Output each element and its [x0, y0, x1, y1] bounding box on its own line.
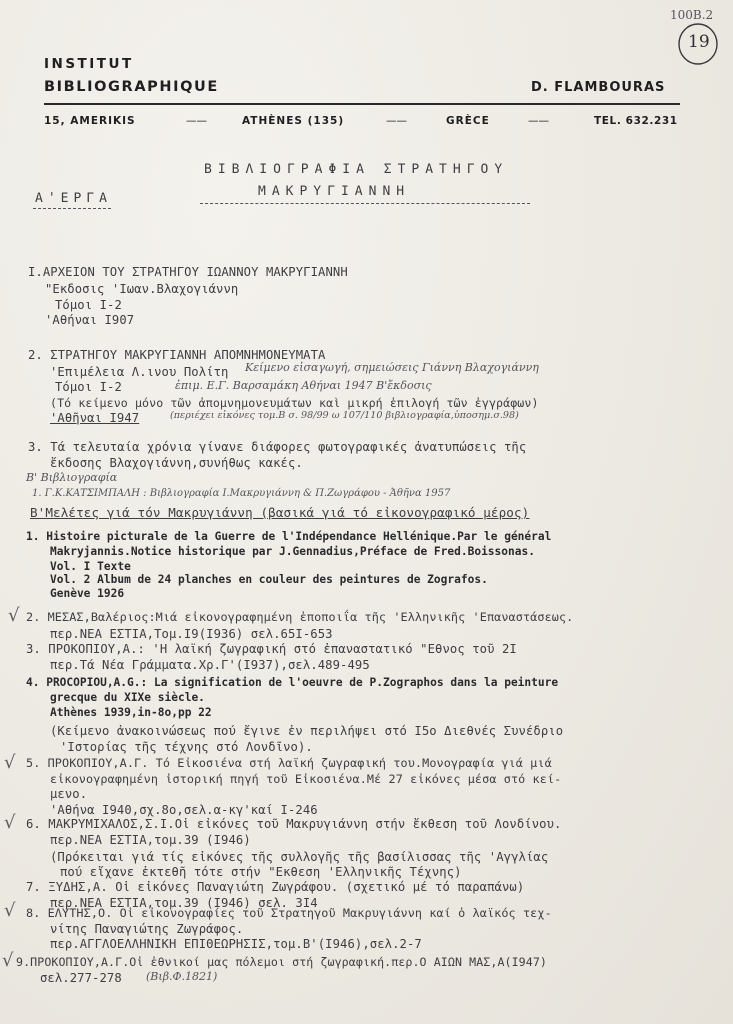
- item-2-line-5: 'Αθῆναι Ι947: [50, 411, 140, 425]
- b2-line-1: 2. ΜΕΣΑΣ,Βαλέριος:Μιά εἰκονογραφημένη ἐποποιΐα τῆς 'Ελληνικῆς 'Επαναστάσεως.: [26, 610, 574, 624]
- check-mark-b5: √: [4, 752, 16, 773]
- title-underline: [200, 203, 530, 204]
- b1-line-2: Makryjannis.Notice historique par J.Gennadius,Préface de Fred.Boissonas.: [50, 545, 535, 558]
- item-1-line-4: 'Αθήναι Ι907: [45, 313, 135, 327]
- letterhead-institut: INSTITUT: [44, 56, 134, 72]
- check-mark-b2: √: [8, 605, 20, 626]
- handwritten-note-bib: (Βιβ.Φ.1821): [146, 970, 218, 983]
- b1-line-4: Vol. 2 Album de 24 planches en couleur des peintures de Zografos.: [50, 573, 488, 586]
- b1-line-5: Genève 1926: [50, 587, 125, 600]
- check-mark-b8: √: [4, 900, 16, 921]
- item-1-line-2: "Εκδοσις 'Ιωαν.Βλαχογιάννη: [45, 282, 239, 296]
- letterhead-address: 15, AMERIKIS: [44, 115, 136, 127]
- b3-line-1: 3. ΠΡΟΚΟΠΙΟΥ,Α.: 'Η λαϊκή ζωγραφική στό ἐπαναστατικό "Εθνος τοῦ 2Ι: [26, 642, 517, 656]
- b6-line-3: (Πρόκειται γιά τίς εἰκόνες τῆς συλλογῆς τῆς βασίλισσας τῆς 'Αγγλίας: [50, 850, 549, 864]
- b1-line-3: Vol. I Texte: [50, 560, 131, 573]
- title-line-1: ΒΙΒΛΙΟΓΡΑΦΙΑ ΣΤΡΑΤΗΓΟΥ: [204, 162, 509, 177]
- b6-line-2: περ.ΝΕΑ ΕΣΤΙΑ,τομ.39 (Ι946): [50, 833, 251, 847]
- letterhead-dash-3: ——: [528, 115, 549, 127]
- b4-line-1: 4. PROCOPIOU,A.G.: La signification de l'oeuvre de P.Zographos dans la peinture: [26, 676, 559, 689]
- letterhead-city: ATHÈNES (135): [242, 115, 345, 127]
- b4-line-4: (Κείμενο ἀνακοινώσεως πού ἔγινε ἐν περιλήψει στό Ι5ο Διεθνές Συνέδριο: [50, 724, 564, 738]
- item-2-line-4: (Τό κείμενο μόνο τῶν ἀπομνημονευμάτων καὶ μικρή ἐπιλογή τῶν ἐγγράφων): [50, 396, 539, 410]
- handwritten-note-3: (περιέχει εἰκόνες τομ.Β σ. 98/99 ω 107/110 βιβλιογραφία,ὑποσημ.σ.98): [170, 410, 519, 421]
- b5-line-1: 5. ΠΡΟΚΟΠΙΟΥ,Α.Γ. Τό Εἰκοσιένα στή λαϊκή ζωγραφική του.Μονογραφία γιά μιά: [26, 756, 552, 770]
- b7-line-1: 7. ΞΥΔΗΣ,Α. Οἱ εἰκόνες Παναγιώτη Ζωγράφου. (σχετικό μέ τό παραπάνω): [26, 880, 525, 894]
- item-3-line-2: ἔκδοσης Βλαχογιάννη,συνήθως κακές.: [50, 456, 303, 470]
- b6-line-4: πού εἴχανε ἐκτεθῆ τότε στήν "Εκθεση 'Ελληνικῆς Τέχνης): [60, 865, 462, 879]
- b6-line-1: 6. ΜΑΚΡΥΜΙΧΑΛΟΣ,Σ.Ι.Οἱ εἰκόνες τοῦ Μακρυγιάννη στήν ἔκθεση τοῦ Λονδίνου.: [26, 817, 562, 831]
- b5-line-2: εἰκονογραφημένη ἱστορική πηγή τοῦ Εἰκοσιένα.Μέ 27 εἰκόνες μέσα στό κεί-: [50, 772, 562, 786]
- corner-number: 19: [688, 32, 710, 52]
- b8-line-2: νίτης Παναγιώτης Ζωγράφος.: [50, 922, 244, 936]
- b4-line-3: Athènes 1939,in-8o,pp 22: [50, 706, 212, 719]
- letterhead-dash-1: ——: [186, 115, 207, 127]
- letterhead-rule: [44, 103, 680, 105]
- b7-line-2: περ.ΝΕΑ ΕΣΤΙΑ,τομ.39 (Ι946) σελ. 3Ι4: [50, 896, 318, 910]
- item-2-line-1: 2. ΣΤΡΑΤΗΓΟΥ ΜΑΚΡΥΓΙΑΝΝΗ ΑΠΟΜΝΗΜΟΝΕΥΜΑΤΑ: [28, 348, 326, 362]
- check-mark-b6: √: [4, 812, 16, 833]
- item-3-line-1: 3. Τά τελευταία χρόνια γίνανε διάφορες φωτογραφικές ἀνατυπώσεις τῆς: [28, 440, 527, 454]
- b4-line-5: 'Ιστορίας τῆς τέχνης στό Λονδῖνο).: [60, 740, 313, 754]
- b8-line-1: 8. ΕΛΥΤΗΣ,Ο. Οἱ εἰκονογραφίες τοῦ Στρατηγοῦ Μακρυγιάννη καί ὁ λαϊκός τεχ-: [26, 906, 552, 920]
- b1-line-1: 1. Histoire picturale de la Guerre de l'Indépendance Hellénique.Par le général: [26, 530, 552, 543]
- section-a-underline: [33, 208, 111, 209]
- handwritten-section-b-bibliography: Β' Βιβλιογραφία: [26, 471, 118, 484]
- item-2-line-2: 'Επιμέλεια Λ.ινου Πολίτη: [50, 365, 229, 379]
- b4-line-2: grecque du XIXe siècle.: [50, 691, 205, 704]
- b2-line-2: περ.ΝΕΑ ΕΣΤΙΑ,Τομ.Ι9(Ι936) σελ.65Ι-653: [50, 627, 333, 641]
- letterhead-dash-2: ——: [386, 115, 407, 127]
- b5-line-3: μενο.: [50, 787, 88, 801]
- letterhead-tel: TEL. 632.231: [594, 115, 678, 127]
- b3-line-2: περ.Τά Νέα Γράμματα.Χρ.Γ'(Ι937),σελ.489-495: [50, 658, 370, 672]
- handwritten-note-1: Κείμενο εἰσαγωγή, σημειώσεις Γιάννη Βλαχογιάννη: [245, 361, 539, 374]
- b8-line-3: περ.ΑΓΓΛΟΕΛΛΗΝΙΚΗ ΕΠΙΘΕΩΡΗΣΙΣ,τομ.Β'(Ι946),σελ.2-7: [50, 937, 422, 951]
- section-a-heading: Α'ΕΡΓΑ: [35, 191, 112, 206]
- section-b-heading: Β'Μελέτες γιά τόν Μακρυγιάννη (βασικά γιά τό εἰκονογραφικό μέρος): [30, 505, 530, 520]
- letterhead-bibliographique: BIBLIOGRAPHIQUE: [44, 79, 219, 95]
- item-1-line-3: Τόμοι Ι-2: [55, 298, 122, 312]
- b9-line-1: 9.ΠΡΟΚΟΠΙΟΥ,Α.Γ.Οἱ ἐθνικοί μας πόλεμοι στή ζωγραφική.περ.Ο ΑΙΩΝ ΜΑΣ,Α(Ι947): [16, 955, 548, 969]
- b5-line-4: 'Αθήνα Ι940,σχ.8ο,σελ.α-κγ'καί Ι-246: [50, 803, 318, 817]
- title-line-2: ΜΑΚΡΥΓΙΑΝΝΗ: [258, 184, 411, 199]
- item-1-line-1: Ι.ΑΡΧΕΙΟΝ ΤΟΥ ΣΤΡΑΤΗΓΟΥ ΙΩΑΝΝΟΥ ΜΑΚΡΥΓΙΑΝΝΗ: [28, 265, 348, 279]
- handwritten-note-2: ἐπιμ. Ε.Γ. Βαρσαμάκη Αθήναι 1947 Β'ἔκδοσις: [175, 379, 432, 392]
- handwritten-katsimbalis: 1. Γ.Κ.ΚΑΤΣΙΜΠΑΛΗ : Βιβλιογραφία Ι.Μακρυγιάννη & Π.Ζωγράφου - Ἀθῆνα 1957: [32, 488, 451, 499]
- letterhead-country: GRÈCE: [446, 115, 490, 127]
- corner-ref: 100B.2: [670, 8, 714, 22]
- check-mark-b9: √: [2, 950, 14, 971]
- b9-line-2: σελ.277-278: [40, 971, 122, 985]
- letterhead-owner: D. FLAMBOURAS: [531, 80, 666, 95]
- item-2-line-3: Τόμοι Ι-2: [55, 380, 122, 394]
